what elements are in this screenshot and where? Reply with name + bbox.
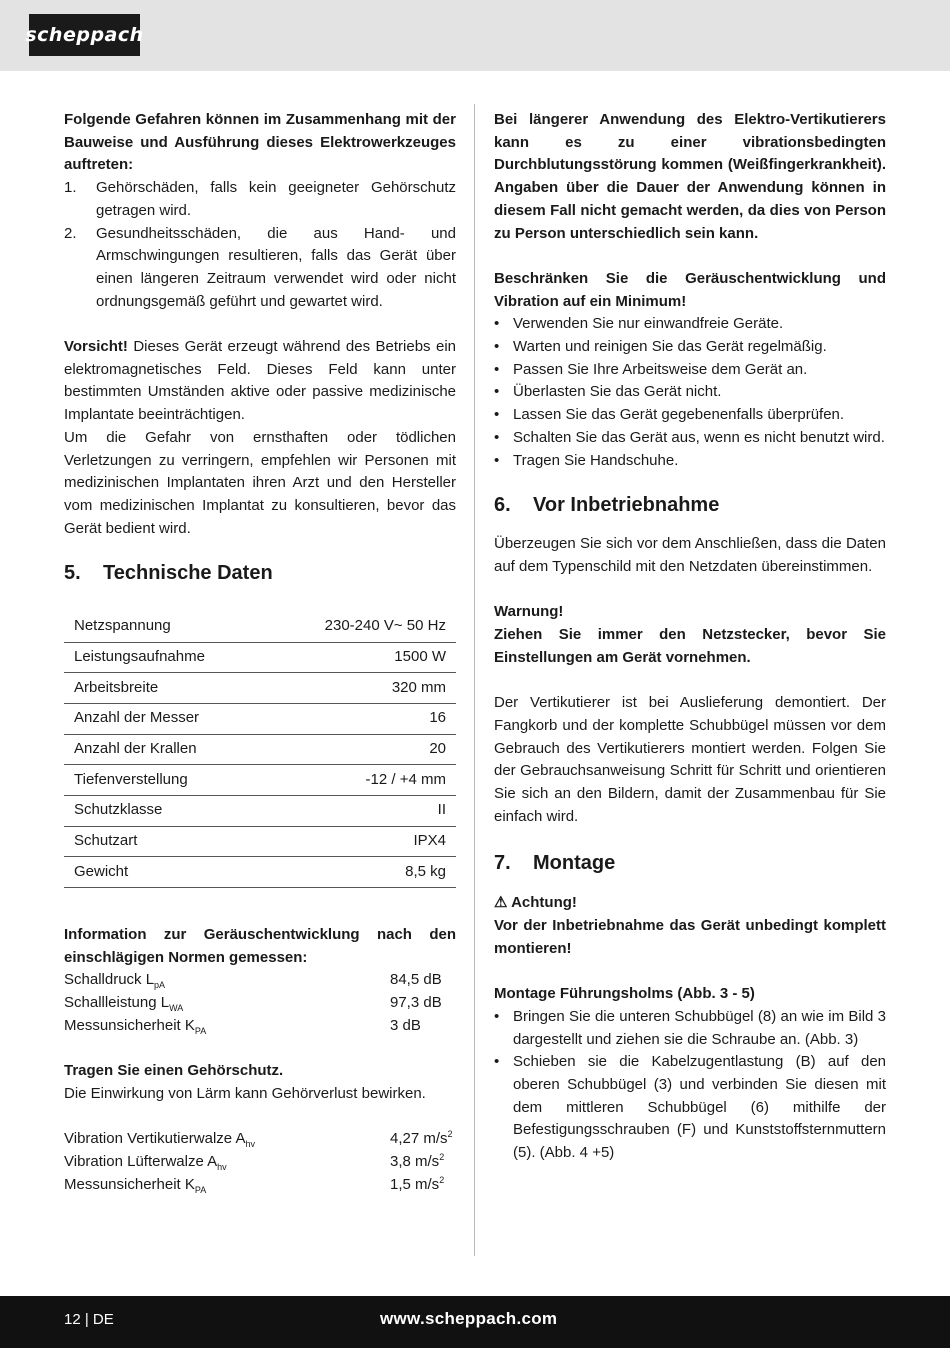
warning-label: Warnung! [494,603,564,621]
table-row: Anzahl der Krallen 20 [64,734,456,765]
ear-protection-heading: Tragen Sie einen Gehörschutz. [64,1062,284,1080]
delivery-text: Der Vertikutierer ist bei Auslieferung demontiert. Der Fangkorb und der komplette Schubbügel müssen vor dem Gebrauch des Vertikutierers montiert werden. Folgen Sie der Gebrauchsanweisung Schritt für Schritt und orientieren Sie sich an den Bildern, damit der Zusammenbau für Sie einfach wird. [494,694,886,825]
list-item: • Überlasten Sie das Gerät nicht. [494,383,722,401]
scheppach-logo: scheppach [29,14,140,56]
vibration-row: Vibration Lüfterwalze $A_{hv}$ 3,8 $m/s^2$ [64,1152,445,1173]
section-7-heading: 7. Montage [494,852,616,875]
hazards-list [64,177,456,313]
table-row: Anzahl der Messer 16 [64,703,456,734]
list-item: • Verwenden Sie nur einwandfreie Geräte. [494,315,784,333]
ear-protection-text: Die Einwirkung von Lärm kann Gehörverlust bewirken. [64,1084,426,1102]
limit-list [494,313,886,472]
attention-text: Vor der Inbetriebnahme das Gerät unbedingt komplett montieren! [494,917,886,957]
right-column [494,109,886,1165]
noise-heading: Information zur Geräuschentwicklung nach den einschlägigen Normen gemessen: [64,926,456,966]
hazards-heading: Folgende Gefahren können im Zusammenhang mit der Bauweise und Ausführung dieses Elektrowerkzeuges auftreten: [64,111,456,174]
table-row: Tiefenverstellung -12 / +4 mm [64,765,456,796]
footer-bar [0,1296,950,1348]
list-item: • Schalten Sie das Gerät aus, wenn es nicht benutzt wird. [494,428,885,446]
technical-data-table [64,611,456,888]
noise-row: Schallleistung $L_{WA}$ 97,3 dB [64,994,442,1014]
header-bar [0,0,950,71]
table-row: Netzspannung 230-240 V~ 50 Hz [64,611,456,642]
section-5-heading: 5. Technische Daten [64,562,273,585]
implant-paragraph: Um die Gefahr von ernsthaften oder tödlichen Verletzungen zu verringern, empfehlen wir Personen mit medizinischen Implantaten ihren Arzt und den Hersteller vom medizinischen Implantat zu konsultieren, bevor das Gerät bedient wird. [64,428,456,537]
mount-heading: Montage Führungsholms (Abb. 3 - 5) [494,985,755,1003]
section-6-text: Überzeugen Sie sich vor dem Anschließen, dass die Daten auf dem Typenschild mit den Netzdaten übereinstimmen. [494,535,886,575]
limit-heading: Beschränken Sie die Geräuschentwicklung und Vibration auf ein Minimum! [494,269,886,310]
section-6-heading: 6. Vor Inbetriebnahme [494,494,720,517]
column-divider [474,104,475,1256]
list-item: • Tragen Sie Handschuhe. [494,451,679,469]
list-item: • Warten und reinigen Sie das Gerät regelmäßig. [494,338,827,356]
attention-label: ⚠ Achtung! [494,894,577,912]
vibration-warning: Bei längerer Anwendung des Elektro-Vertikutierers kann es zu einer vibrationsbedingten Durchblutungsstörung kommen (Weißfingerkrankheit). Angaben über die Dauer der Anwendung können in diesem Fall nicht gemacht werden, da dies von Person zu Person unterschiedlich sein kann. [494,111,886,242]
table-row: Schutzklasse II [64,795,456,826]
list-item: • Schieben sie die Kabelzugentlastung (B) auf den oberen Schubbügel (3) und verbinden Sie diesen mit dem mittleren Schubbügel (6) mithilfe der Befestigungsschrauben (F) und Kunststoffsternmuttern (5). (Abb. 4 +5) [494,1053,886,1162]
table-row: Schutzart IPX4 [64,826,456,857]
list-item: • Lassen Sie das Gerät gegebenenfalls überprüfen. [494,406,845,424]
list-item: • Bringen Sie die unteren Schubbügel (8) an wie im Bild 3 dargestellt und ziehen sie die Schraube an. (Abb. 3) [494,1007,886,1048]
noise-row: Messunsicherheit $K_{PA}$ 3 dB [64,1016,421,1036]
left-column [64,109,456,1196]
warning-text: Ziehen Sie immer den Netzstecker, bevor Sie Einstellungen am Gerät vornehmen. [494,626,886,666]
noise-row: Schalldruck $L_{pA}$ 84,5 dB [64,971,442,991]
caution-paragraph: Vorsicht! Dieses Gerät erzeugt während des Betriebs ein elektromagnetisches Feld. Dieses Feld kann unter bestimmten Umständen aktive oder passive medizinische Implantate beeinträchtigen. [64,338,456,424]
list-item: 2. Gesundheitsschäden, die aus Hand- und Armschwingungen resultieren, falls das Gerät über einen längeren Zeitraum verwendet wird oder nicht ordnungsgemäß geführt und gewartet wird. [64,224,456,310]
vibration-row: Messunsicherheit $K_{PA}$ 1,5 $m/s^2$ [64,1174,445,1195]
warning-triangle-icon: ⚠ [494,894,508,912]
vibration-row: Vibration Vertikutierwalze $A_{hv}$ 4,27 $m/s^2$ [64,1129,453,1150]
table-row: Leistungsaufnahme 1500 W [64,642,456,673]
website-url: www.scheppach.com [380,1309,558,1328]
table-row: Gewicht 8,5 kg [64,857,456,888]
table-row: Arbeitsbreite 320 mm [64,673,456,704]
mount-list [494,1006,886,1165]
list-item: 1. Gehörschäden, falls kein geeigneter Gehörschutz getragen wird. [64,179,456,219]
page-number: 12 | DE [64,1311,114,1328]
list-item: • Passen Sie Ihre Arbeitsweise dem Gerät an. [494,360,808,378]
